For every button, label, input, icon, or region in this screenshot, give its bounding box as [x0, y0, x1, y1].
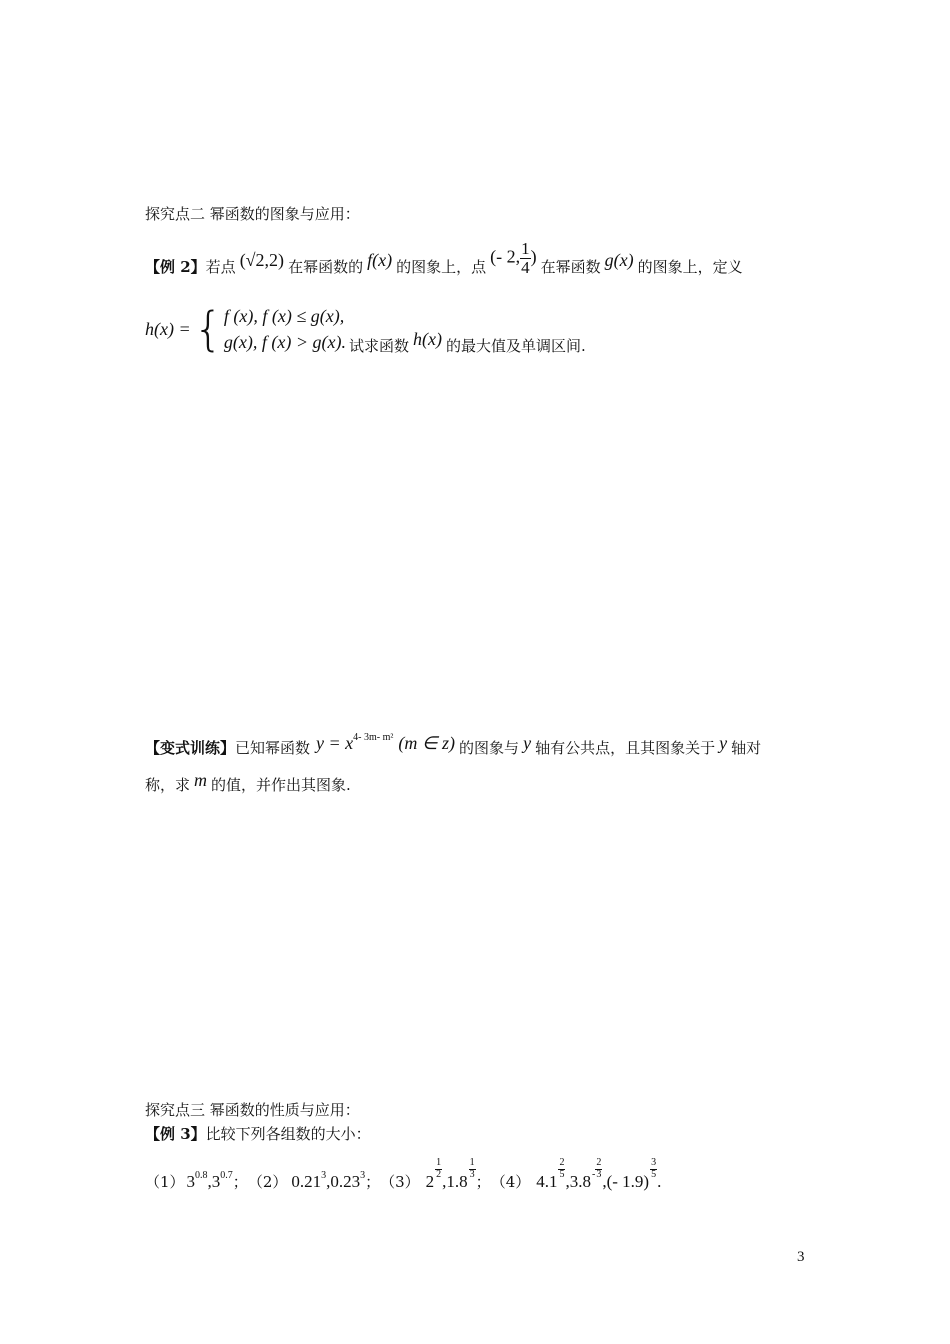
item-1-expr: [187, 1172, 233, 1192]
separator: ；: [365, 1173, 381, 1191]
base: 3: [186, 1172, 196, 1191]
page-number: 3: [797, 1249, 805, 1265]
point-2-close: ): [530, 246, 537, 267]
h-definition: h(x) =: [145, 318, 191, 339]
variant-text: 轴有公共点，且其图象关于: [535, 738, 716, 757]
exponent: 3: [321, 1170, 327, 1181]
section-heading-3: 探究点三 幂函数的性质与应用：: [145, 1101, 360, 1119]
denominator: 5: [559, 1168, 565, 1180]
base: ,0.23: [326, 1172, 361, 1191]
example-2-text: 的最大值及单调区间.: [446, 337, 586, 355]
numerator: 2: [596, 1157, 602, 1168]
exponent: 0.7: [220, 1170, 233, 1181]
example-2-text: 在幂函数的: [288, 257, 364, 276]
variant-tag: 【变式训练】: [145, 738, 236, 757]
separator: ；: [475, 1173, 491, 1191]
example-2-text: 的图象上，定义: [637, 257, 743, 276]
example-2-text: 若点: [205, 257, 236, 276]
denominator: 3: [596, 1168, 602, 1180]
example-2-line-1: [145, 238, 743, 284]
power-function: [316, 733, 393, 754]
numerator: 3: [651, 1157, 657, 1168]
point-2-open: (- 2,: [490, 246, 521, 267]
exponent: 4- 3m- m²: [353, 731, 394, 743]
base: 2: [425, 1172, 435, 1191]
base: ,1.8: [442, 1172, 468, 1191]
exponent-sign: -: [591, 1169, 596, 1180]
denominator: 3: [469, 1168, 475, 1180]
point-1: (√2,2): [239, 249, 285, 270]
denominator: 5: [651, 1168, 657, 1180]
item-1-label: （1）: [145, 1173, 185, 1191]
var-m: m: [194, 769, 208, 790]
piecewise-definition: [145, 302, 586, 356]
point-2: [490, 240, 537, 277]
item-3-label: （3）: [380, 1173, 420, 1191]
variant-line-1: [145, 733, 761, 761]
item-2-expr: [291, 1172, 365, 1192]
example-3-header: [145, 1123, 371, 1144]
example-2-tag: 【例 2】: [145, 257, 206, 276]
base: 0.21: [291, 1172, 322, 1191]
variant-text: 的图象与: [459, 738, 520, 757]
numerator: 1: [436, 1157, 442, 1168]
equation: y = x: [316, 732, 354, 753]
base: ,(- 1.9): [602, 1172, 650, 1191]
base: ,3.8: [565, 1172, 591, 1191]
base: 4.1: [536, 1172, 558, 1191]
item-3-expr: [425, 1157, 476, 1192]
example-3-tag: 【例 3】: [145, 1125, 206, 1143]
period: .: [657, 1172, 662, 1191]
numerator: 1: [521, 238, 530, 258]
section-heading-2: 探究点二 幂函数的图象与应用：: [145, 205, 360, 223]
exponent-fraction: [558, 1158, 565, 1180]
item-4-label: （4）: [490, 1173, 531, 1191]
variant-line-2: [145, 769, 351, 796]
variant-text: 已知幂函数: [235, 738, 311, 757]
case-1: f (x), f (x) ≤ g(x),: [223, 306, 345, 326]
separator: ；: [232, 1173, 248, 1191]
item-2-label: （2）: [247, 1173, 288, 1191]
cases: [224, 303, 346, 355]
denominator: 4: [521, 257, 530, 277]
exponent-fraction: [469, 1158, 476, 1180]
function-h: h(x): [413, 329, 442, 349]
denominator: 2: [436, 1168, 442, 1180]
variant-text: 轴对: [731, 738, 762, 757]
exponent: 3: [360, 1170, 366, 1181]
numerator: 2: [559, 1157, 565, 1168]
base: ,3: [207, 1172, 221, 1191]
brace-icon: {: [193, 302, 223, 356]
variant-text: 称，求: [145, 775, 191, 794]
exponent-fraction: [435, 1158, 442, 1180]
example-2-text: 的图象上，点: [396, 257, 487, 276]
case-2: g(x), f (x) > g(x).: [223, 332, 346, 352]
variant-text: 的值，并作出其图象.: [211, 775, 351, 794]
var-y: y: [719, 732, 728, 753]
function-f: f(x): [367, 249, 393, 270]
example-3-items: [145, 1150, 661, 1192]
example-3-text: 比较下列各组数的大小：: [205, 1125, 371, 1143]
var-y: y: [523, 732, 532, 753]
exponent: 0.8: [195, 1170, 208, 1181]
exponent-fraction: [650, 1158, 657, 1180]
example-2-text: 试求函数: [349, 337, 410, 355]
condition: (m ∈ z): [398, 732, 456, 753]
example-2-text: 在幂函数: [540, 257, 601, 276]
function-g: g(x): [604, 249, 634, 270]
exponent-fraction: [595, 1158, 602, 1180]
fraction: [520, 240, 531, 277]
item-4-expr: [536, 1157, 662, 1192]
numerator: 1: [469, 1157, 475, 1168]
